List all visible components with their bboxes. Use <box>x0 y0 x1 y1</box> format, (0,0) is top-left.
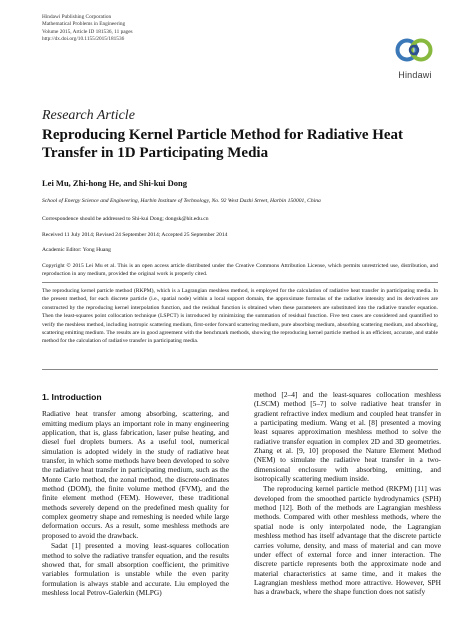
title-line: Reproducing Kernel Particle Method for Radiative Heat <box>42 127 404 143</box>
journal-name: Mathematical Problems in Engineering <box>42 21 126 28</box>
abstract: The reproducing kernel particle method (RKPM), which is a Lagrangian meshless method, is employed for the calculation of radiative heat transfer in participating media. In the present method, for each discrete particle (i.e., spatial node) within a local support domain, the approximate formulas of the radiative intensity and its derivatives are constructed by the reproducing kernel interpolation function, and the residual function is obtained when these parameters are substituted into the radiative transfer equation. Then the least-squares point collocation technique (LSPCT) is introduced by minimizing the summation of residual function. Five test cases are considered and quantified to verify the meshless method, including isotropic scattering medium, first-order forward scattering medium, pure absorbing medium, absorbing scattering medium, and absorbing, scattering emitting medium. The results are in good agreement with the benchmark methods, showing the reproducing kernel particle method is an efficient, accurate, and stable method for the calculation of radiative transfer in participating media. <box>42 288 438 345</box>
affiliation: School of Energy Science and Engineering, Harbin Institute of Technology, No. 92 West Dazhi Street, Harbin 150001, China <box>42 198 321 204</box>
article-title <box>42 126 432 162</box>
volume-line: Volume 2015, Article ID 181536, 11 pages <box>42 28 133 35</box>
journal-header <box>42 14 133 44</box>
paragraph: Radiative heat transfer among absorbing, scattering, and emitting medium plays an important role in many engineering application, that is, glass fabrication, laser pulse heating, and diesel fuel droplets burners. As a useful tool, numerical simulation is adopted widely in the study of radiative heat transfer, in which some methods have been developed to solve the radiative heat transfer in participating medium, such as the Monte Carlo method, the zonal method, the discrete-ordinates method (DOM), the finite volume method (FVM), and the finite element method (FEM). However, these traditional methods severely depend on the predefined mesh quality for complex geometry shape and remeshing is needed while large deformation occurs. As a result, some meshless methods are proposed to avoid the drawback. <box>42 409 229 540</box>
left-column <box>42 393 229 597</box>
doi-link[interactable]: http://dx.doi.org/10.1155/2015/181536 <box>42 36 125 43</box>
publisher-line: Hindawi Publishing Corporation <box>42 14 112 20</box>
article-type: Research Article <box>42 108 135 123</box>
paragraph: The reproducing kernel particle method (RKPM) [11] was developed from the smoothed particle hydrodynamics (SPH) method [12]. Both of the methods are Lagrangian meshless methods. Compared with other meshless methods, where the spatial node is only interpolated node, the Lagrangian meshless method has itself advantage that the discrete particle carries volume, density, and mass of material and can move under effect of external force and inner interaction. The discrete particle represents both the approximate node and material characteristics at same time, and it makes the Lagrangian meshless method more attractive. However, SPH has a drawback, where the shape function does not satisfy <box>254 484 441 597</box>
title-line: Transfer in 1D Participating Media <box>42 145 269 161</box>
right-column <box>254 390 441 597</box>
author-list: Lei Mu, Zhi-hong He, and Shi-kui Dong <box>42 178 188 188</box>
divider <box>42 369 438 370</box>
correspondence: Correspondence should be addressed to Shi-kui Dong; dongsk@hit.edu.cn <box>42 216 209 222</box>
section-heading: 1. Introduction <box>42 392 102 402</box>
divider <box>42 282 438 283</box>
paragraph: Sadat [1] presented a moving least-squares collocation method to solve the radiative transfer equation, and the results showed that, for small absorption coefficient, the primitive variables formulation is unstable while the even parity formulation is always stable and accurate. Liu employed the meshless local Petrov-Galerkin (MLPG) <box>42 541 229 597</box>
license-notice: Copyright © 2015 Lei Mu et al. This is an open access article distributed under the Creative Commons Attribution License, which permits unrestricted use, distribution, and reproduction in any medium, provided the original work is properly cited. <box>42 263 438 277</box>
paragraph: method [2–4] and the least-squares collocation meshless (LSCM) method [5–7] to solve radiative heat transfer in gradient refractive index medium and coupled heat transfer in a participating medium. Wang et al. [8] presented a moving least squares approximation meshless method to solve the radiative transfer equation in complex 2D and 3D geometries. Zhang et al. [9, 10] proposed the Nature Element Method (NEM) to simulate the radiative heat transfer in a two-dimensional enclosure with absorbing, emitting, and isotropically scattering medium inside. <box>254 390 441 484</box>
academic-editor: Academic Editor: Yong Huang <box>42 247 111 253</box>
history-dates: Received 11 July 2014; Revised 24 September 2014; Accepted 25 September 2014 <box>42 232 228 238</box>
hindawi-logo-text: Hindawi <box>398 70 432 80</box>
